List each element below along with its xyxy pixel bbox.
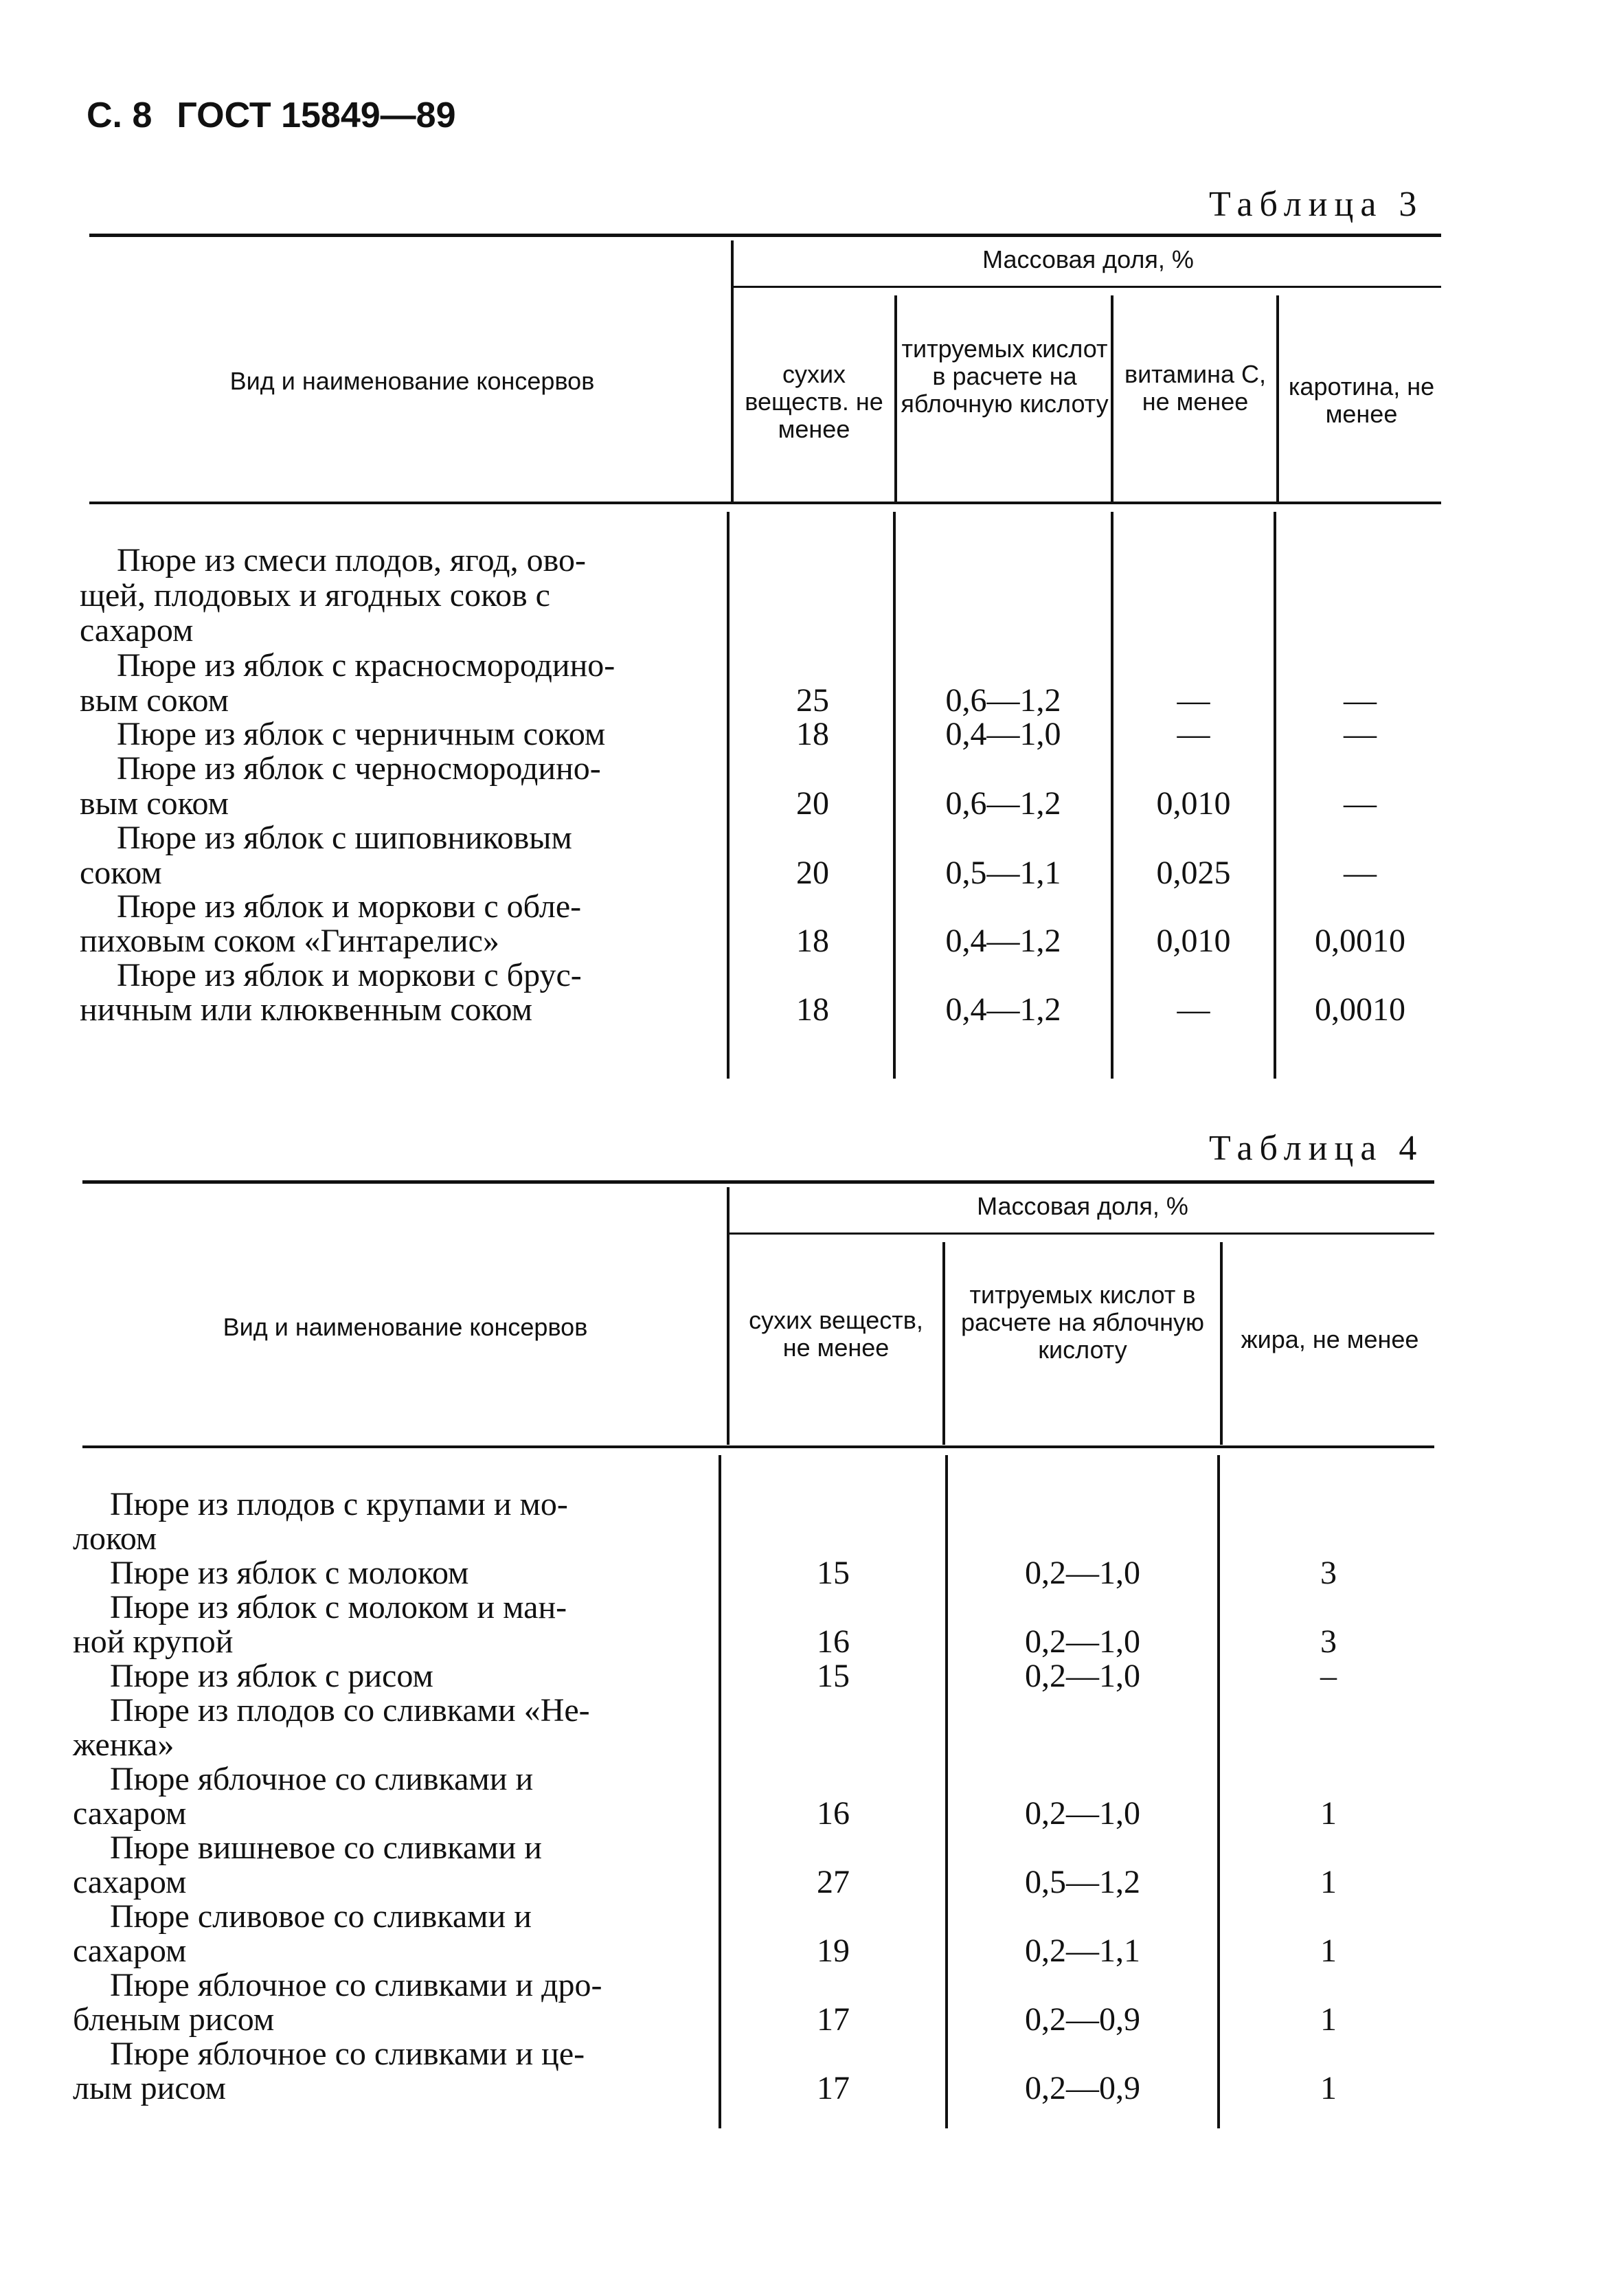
table4-row — [0, 1658, 1617, 1694]
table4-cell-acid: 0,2—1,1 — [1025, 1933, 1140, 1969]
table4-name-line: локом — [73, 1520, 157, 1557]
table3-cell-vitc: 0,010 — [1156, 923, 1231, 959]
table3-cell-vitc: 0,025 — [1156, 855, 1231, 891]
table4-cell-acid: 0,2—1,0 — [1025, 1623, 1140, 1660]
table4-caption: Таблица 4 — [1209, 1129, 1424, 1168]
table4-row — [0, 1555, 1617, 1591]
table4-cell-fat: 1 — [1320, 1864, 1337, 1900]
table3-product-header: Вид и наименование консервов — [229, 367, 595, 395]
table4-cell-fat: 1 — [1320, 1795, 1337, 1832]
table4-name-line: сахаром — [73, 1933, 187, 1969]
table3-cell-acid: 0,5—1,1 — [945, 855, 1061, 891]
table3-row — [0, 786, 1617, 822]
table3-cell-acid: 0,4—1,2 — [945, 923, 1061, 959]
table4-cell-fat: 1 — [1320, 2070, 1337, 2106]
table3-name-line: соком — [80, 855, 162, 891]
table3-cell-dry: 18 — [796, 923, 829, 959]
table3-divider-4 — [1276, 295, 1279, 502]
table3-cell-acid: 0,6—1,2 — [945, 682, 1061, 719]
page-number: С. 8 — [87, 95, 152, 135]
table3-cell-carotene: — — [1344, 716, 1377, 752]
table4-name-line: бленым рисом — [73, 2001, 275, 2038]
table4-subheader-dry: сухих веществ, не менее — [749, 1306, 923, 1362]
table4-row — [0, 1865, 1617, 1900]
table4-name-line: лым рисом — [73, 2070, 227, 2106]
table4-divider-3 — [1220, 1242, 1223, 1445]
table4-name-line: Пюре из плодов с крупами и мо- — [110, 1486, 568, 1522]
table4-top-rule — [82, 1180, 1434, 1184]
table4-divider-2 — [942, 1242, 945, 1445]
table3-name-line: Пюре из яблок с красносмородино- — [117, 647, 615, 684]
table4-subheader-fat: жира, не менее — [1241, 1325, 1419, 1353]
table3-cell-vitc: — — [1177, 991, 1210, 1028]
table4-cell-dry: 16 — [817, 1623, 850, 1660]
table4-name-line: Пюре сливовое со сливками и — [110, 1898, 532, 1935]
table3-row — [0, 923, 1617, 959]
table3-cell-dry: 20 — [796, 855, 829, 891]
table4-group-rule — [727, 1233, 1434, 1235]
table3-cell-vitc: — — [1177, 716, 1210, 752]
table4-cell-dry: 17 — [817, 2070, 850, 2106]
table3-name-line: ничным или клюквенным соком — [80, 991, 532, 1028]
table3-name-line: Пюре из яблок с черничным соком — [117, 716, 606, 752]
table3-caption: Таблица 3 — [1209, 185, 1424, 224]
table3-cell-carotene: — — [1344, 682, 1377, 719]
table3-row — [0, 717, 1617, 752]
table4-cell-fat: – — [1320, 1658, 1337, 1694]
table3-row — [0, 992, 1617, 1028]
table3-cell-vitc: — — [1177, 682, 1210, 719]
table4-name-line: сахаром — [73, 1864, 187, 1900]
table4-cell-dry: 17 — [817, 2001, 850, 2038]
table4-cell-acid: 0,2—1,0 — [1025, 1795, 1140, 1832]
table3-cell-dry: 18 — [796, 716, 829, 752]
table4-cell-fat: 1 — [1320, 2001, 1337, 2038]
table3-cell-dry: 20 — [796, 785, 829, 822]
table4-cell-fat: 1 — [1320, 1933, 1337, 1969]
table4-name-line: Пюре яблочное со сливками и це- — [110, 2036, 585, 2072]
table4-cell-dry: 15 — [817, 1555, 850, 1591]
table4-row — [0, 1624, 1617, 1660]
table4-cell-acid: 0,5—1,2 — [1025, 1864, 1140, 1900]
table4-cell-acid: 0,2—0,9 — [1025, 2070, 1140, 2106]
table3-cell-acid: 0,6—1,2 — [945, 785, 1061, 822]
table4-subheader-acid: титруемых кислот в расчете на яблочную кислоту — [960, 1281, 1204, 1364]
table3-name-line: вым соком — [80, 682, 229, 719]
table4-cell-dry: 19 — [817, 1933, 850, 1969]
table4-row — [0, 2002, 1617, 2038]
table3-row — [0, 855, 1617, 891]
table4-name-line: Пюре из плодов со сливками «Не- — [110, 1692, 590, 1729]
table4-name-line: сахаром — [73, 1795, 187, 1832]
table3-cell-carotene: — — [1344, 785, 1377, 822]
table3-cell-dry: 18 — [796, 991, 829, 1028]
table4-row — [0, 2071, 1617, 2106]
table4-name-line: ной крупой — [73, 1623, 234, 1660]
table3-cell-carotene: 0,0010 — [1315, 991, 1405, 1028]
table4-name-line: Пюре вишневое со сливками и — [110, 1830, 542, 1866]
table3-name-line: Пюре из яблок и моркови с обле- — [117, 888, 582, 925]
table4-name-line: Пюре яблочное со сливками и дро- — [110, 1967, 602, 2003]
page-header — [87, 95, 481, 136]
table3-subheader-acid: титруемых кислот в расчете на яблочную кислоту — [901, 335, 1109, 418]
table4-name-line: Пюре яблочное со сливками и — [110, 1761, 534, 1797]
table4-cell-fat: 3 — [1320, 1623, 1337, 1660]
table3-group-rule — [731, 286, 1441, 288]
table3-row — [0, 683, 1617, 719]
table4-cell-dry: 16 — [817, 1795, 850, 1832]
table4-divider-1 — [727, 1187, 730, 1445]
table4-row — [0, 1933, 1617, 1969]
table3-cell-acid: 0,4—1,0 — [945, 716, 1061, 752]
table3-cell-carotene: 0,0010 — [1315, 923, 1405, 959]
table3-name-line: Пюре из яблок с шиповниковым — [117, 820, 572, 856]
table3-cell-vitc: 0,010 — [1156, 785, 1231, 822]
table3-divider-3 — [1111, 295, 1113, 502]
table4-cell-dry: 15 — [817, 1658, 850, 1694]
table3-name-line: сахаром — [80, 612, 194, 649]
table3-cell-carotene: — — [1344, 855, 1377, 891]
table3-name-line: пиховым соком «Гинтарелис» — [80, 923, 499, 959]
table4-group-header: Массовая доля, % — [977, 1192, 1188, 1220]
table3-cell-acid: 0,4—1,2 — [945, 991, 1061, 1028]
table3-subheader-carotene: каротина, не менее — [1288, 372, 1435, 428]
table4-row — [0, 1796, 1617, 1832]
table3-group-header: Массовая доля, % — [982, 245, 1194, 273]
table3-divider-1 — [731, 240, 734, 502]
table4-product-header: Вид и наименование консервов — [223, 1313, 588, 1341]
standard-number: ГОСТ 15849—89 — [177, 95, 456, 135]
table3-header-rule — [89, 502, 1441, 504]
table3-top-rule — [89, 234, 1441, 237]
table4-header-rule — [82, 1445, 1434, 1448]
table3-name-line: вым соком — [80, 785, 229, 822]
table4-name-line: Пюре из яблок с молоком и ман- — [110, 1589, 567, 1625]
table3-name-line: Пюре из яблок с черносмородино- — [117, 750, 601, 787]
table3-subheader-vitc: витамина С, не менее — [1124, 360, 1267, 416]
table4-name-line: Пюре из яблок с молоком — [110, 1555, 469, 1591]
table4-cell-fat: 3 — [1320, 1555, 1337, 1591]
table3-subheader-dry: сухих веществ. не менее — [745, 360, 883, 443]
table3-name-line: щей, плодовых и ягодных соков с — [80, 577, 550, 614]
table4-cell-acid: 0,2—1,0 — [1025, 1658, 1140, 1694]
table4-name-line: женка» — [73, 1726, 174, 1763]
table3-divider-2 — [894, 295, 897, 502]
table3-name-line: Пюре из смеси плодов, ягод, ово- — [117, 542, 586, 578]
table4-cell-acid: 0,2—1,0 — [1025, 1555, 1140, 1591]
table3-cell-dry: 25 — [796, 682, 829, 719]
table4-cell-dry: 27 — [817, 1864, 850, 1900]
table4-cell-acid: 0,2—0,9 — [1025, 2001, 1140, 2038]
table4-name-line: Пюре из яблок с рисом — [110, 1658, 433, 1694]
table3-name-line: Пюре из яблок и моркови с брус- — [117, 957, 582, 993]
